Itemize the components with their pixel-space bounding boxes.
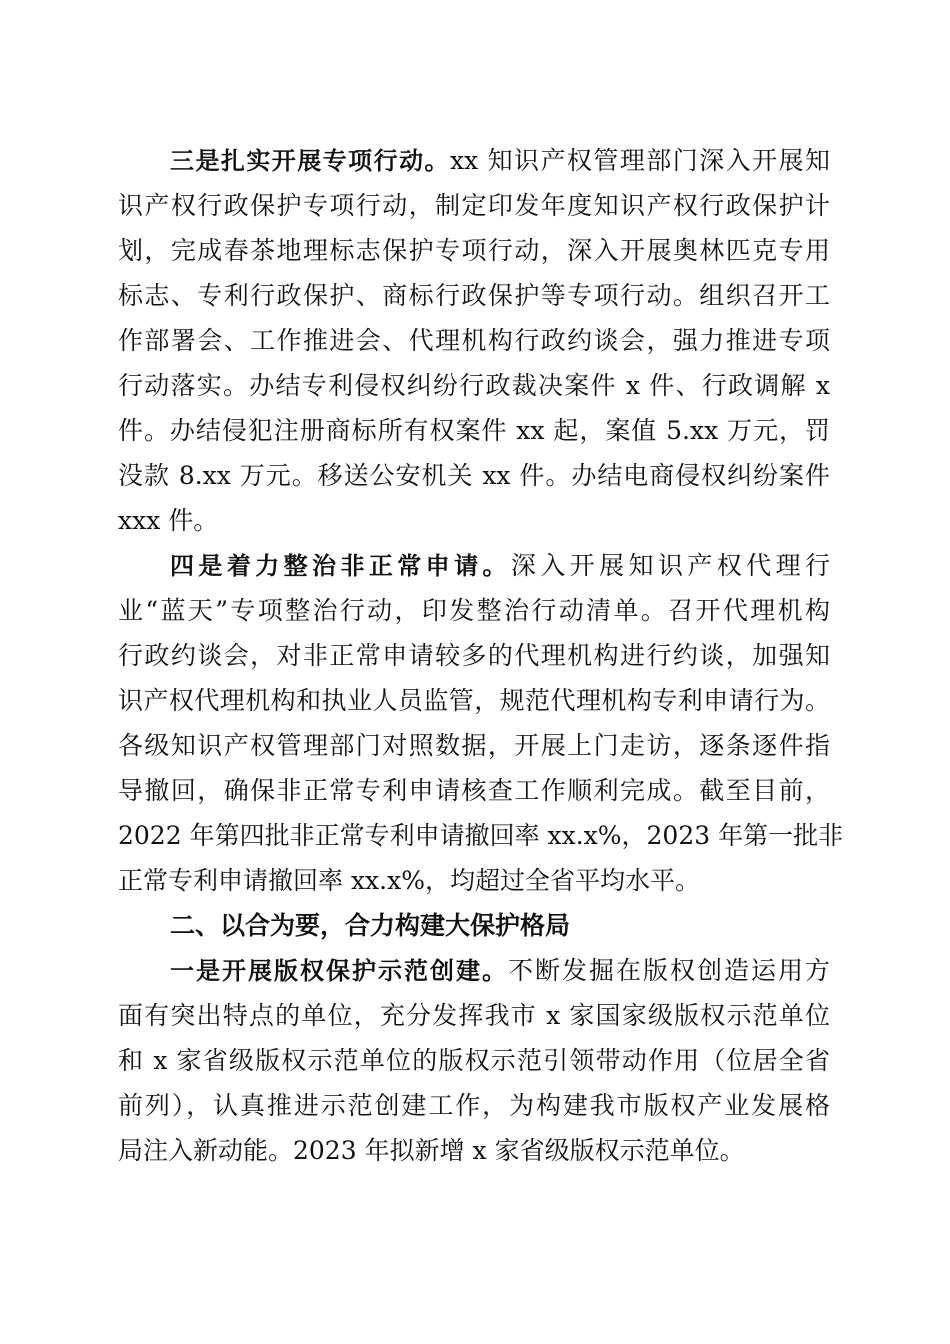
- paragraph-line: 局注入新动能。2023 年拟新增 x 家省级版权示范单位。: [118, 1136, 745, 1165]
- paragraph-line: 识产权行政保护专项行动，制定印发年度知识产权行政保护计: [118, 191, 830, 220]
- paragraph-lead: 三是扎实开展专项行动。: [170, 147, 450, 175]
- paragraph-abnormal-applications: [118, 543, 844, 903]
- paragraph-line: 导撤回，确保非正常专利申请核查工作顺利完成。截至目前，: [118, 776, 830, 805]
- paragraph-copyright-demo: [118, 948, 830, 1173]
- paragraph-line: 没款 8.xx 万元。移送公安机关 xx 件。办结电商侵权纠纷案件: [118, 461, 830, 490]
- paragraph-line: 和 x 家省级版权示范单位的版权示范引领带动作用（位居全省: [118, 1046, 830, 1075]
- paragraph-line: 件。办结侵犯注册商标所有权案件 xx 起，案值 5.xx 万元，罚: [118, 416, 830, 445]
- paragraph-line: 作部署会、工作推进会、代理机构行政约谈会，强力推进专项: [118, 326, 830, 355]
- paragraph-line: 行动落实。办结专利侵权纠纷行政裁决案件 x 件、行政调解 x: [118, 371, 830, 400]
- paragraph-line: 前列），认真推进示范创建工作，为构建我市版权产业发展格: [118, 1091, 830, 1120]
- paragraph-line: 正常专利申请撤回率 xx.x%，均超过全省平均水平。: [118, 866, 700, 895]
- paragraph-line: 深入开展知识产权代理行: [510, 551, 830, 580]
- paragraph-line: 标志、专利行政保护、商标行政保护等专项行动。组织召开工: [118, 281, 830, 310]
- paragraph-line: 行政约谈会，对非正常申请较多的代理机构进行约谈，加强知: [118, 641, 830, 670]
- document-page: [118, 138, 844, 1173]
- paragraph-line: xx 知识产权管理部门深入开展知: [449, 146, 831, 175]
- section-heading: 二、以合为要，合力构建大保护格局: [170, 911, 571, 940]
- paragraph-line: 业“蓝天”专项整治行动，印发整治行动清单。召开代理机构: [118, 596, 830, 625]
- paragraph-first-line: [118, 543, 830, 588]
- paragraph-first-line: [118, 138, 830, 183]
- paragraph-line: 2022 年第四批非正常专利申请撤回率 xx.x%，2023 年第一批非: [118, 821, 844, 850]
- paragraph-line: 面有突出特点的单位，充分发挥我市 x 家国家级版权示范单位: [118, 1001, 830, 1030]
- paragraph-lead: 一是开展版权保护示范创建。: [170, 957, 508, 985]
- paragraph-line: 不断发掘在版权创造运用方: [508, 956, 830, 985]
- paragraph-line: 各级知识产权管理部门对照数据，开展上门走访，逐条逐件指: [118, 731, 830, 760]
- paragraph-line: 识产权代理机构和执业人员监管，规范代理机构专利申请行为。: [118, 686, 830, 715]
- paragraph-line: xxx 件。: [118, 506, 219, 535]
- paragraph-lead: 四是着力整治非正常申请。: [170, 552, 511, 580]
- paragraph-special-action: [118, 138, 830, 543]
- paragraph-first-line: [118, 948, 830, 993]
- paragraph-line: 划，完成春茶地理标志保护专项行动，深入开展奥林匹克专用: [118, 236, 830, 265]
